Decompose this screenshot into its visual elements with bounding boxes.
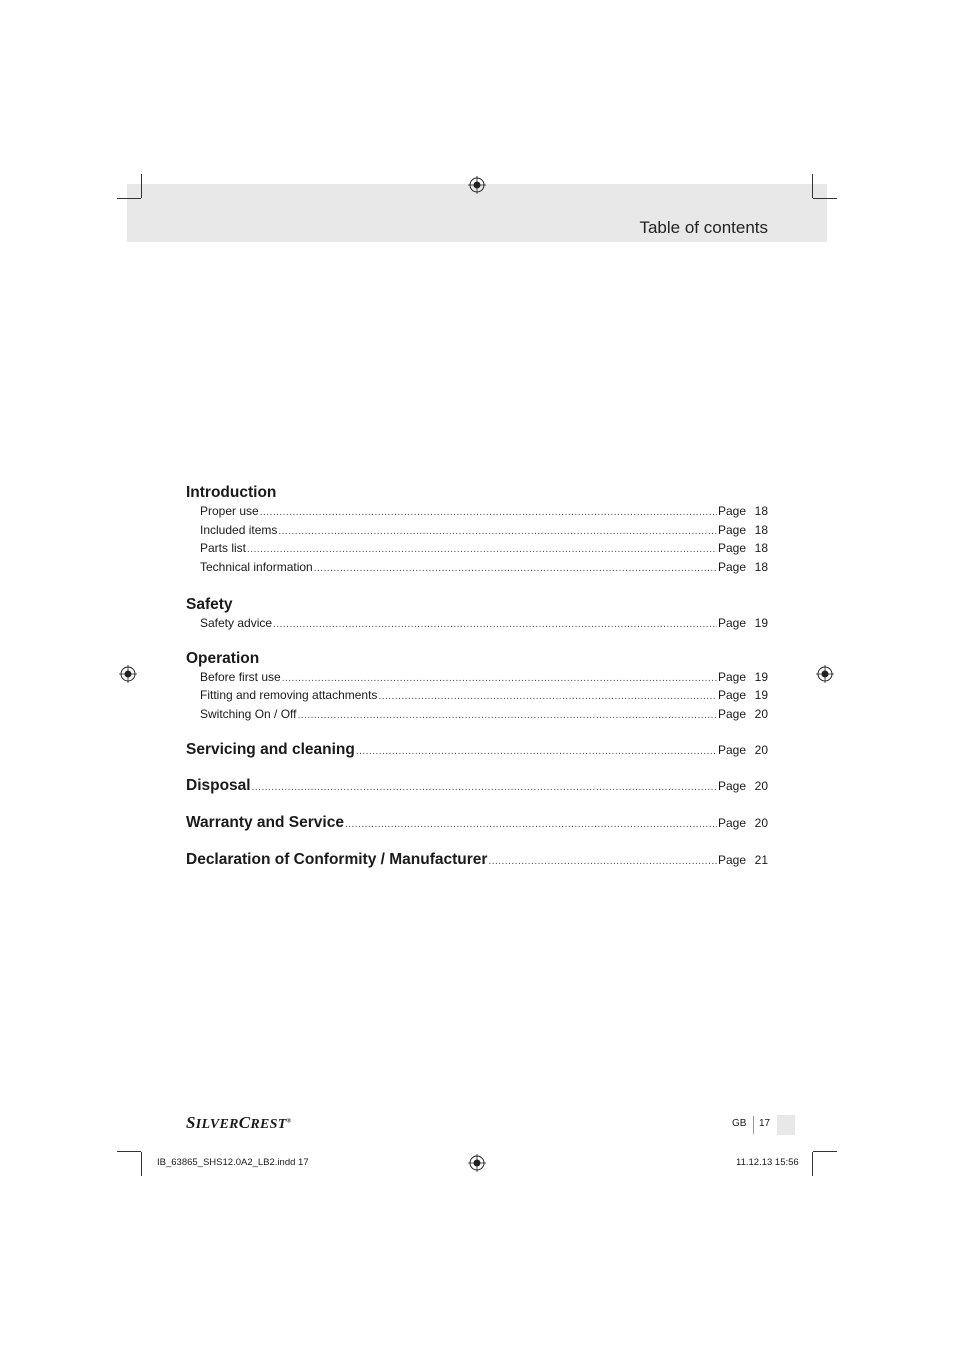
leader-dots: [298, 707, 717, 725]
toc-section-operation: [186, 650, 768, 725]
toc-page-word: Page: [717, 615, 746, 630]
toc-main-entry-warranty[interactable]: [186, 814, 768, 834]
toc-section-introduction: [186, 484, 768, 578]
table-of-contents: [186, 484, 768, 870]
leader-dots: [488, 853, 717, 871]
brand-logo: SILVERCREST®: [186, 1113, 292, 1132]
toc-page-word: Page: [717, 504, 746, 518]
toc-page-number: 18: [754, 560, 768, 575]
footer-language: GB: [732, 1118, 747, 1129]
registration-mark-icon: [468, 176, 486, 194]
toc-entry-label: Technical information: [200, 560, 313, 575]
leader-dots: [378, 688, 717, 706]
toc-main-entry-servicing[interactable]: [186, 741, 768, 761]
toc-entry-label: Proper use: [200, 504, 259, 518]
footer-divider: [753, 1116, 754, 1134]
toc-page-word: Page: [717, 706, 746, 721]
toc-page-number: 18: [754, 504, 768, 518]
toc-entry[interactable]: [186, 540, 768, 559]
crop-mark-top-left-v: [141, 174, 142, 198]
toc-page-number: 18: [754, 522, 768, 537]
leader-dots: [282, 670, 717, 688]
crop-mark-bottom-right-v: [812, 1152, 813, 1176]
toc-page-word: Page: [717, 560, 746, 575]
toc-entry-label: Parts list: [200, 541, 247, 556]
leader-dots: [356, 743, 717, 761]
toc-entry-label: Switching On / Off: [200, 706, 297, 721]
toc-page-word: Page: [717, 541, 746, 556]
toc-entry-label: Declaration of Conformity / Manufacturer: [186, 850, 488, 868]
crop-mark-top-left-h: [117, 198, 141, 199]
toc-main-entry-disposal[interactable]: [186, 777, 768, 797]
toc-section-heading[interactable]: Operation: [186, 649, 260, 667]
toc-page-number: 20: [754, 742, 768, 757]
toc-entry[interactable]: [186, 559, 768, 578]
registration-mark-icon: [816, 665, 834, 683]
toc-page-number: 18: [754, 541, 768, 556]
toc-page-number: 20: [754, 706, 768, 721]
toc-entry[interactable]: [186, 522, 768, 541]
leader-dots: [273, 616, 717, 634]
print-slug-date: 11.12.13 15:56: [736, 1157, 799, 1168]
print-slug-file: IB_63865_SHS12.0A2_LB2.indd 17: [157, 1157, 309, 1168]
toc-entry-label: Included items: [200, 522, 278, 537]
toc-section-heading[interactable]: Safety: [186, 595, 233, 613]
leader-dots: [314, 560, 717, 578]
crop-mark-bottom-left-h: [117, 1151, 141, 1152]
toc-page-word: Page: [717, 669, 746, 684]
toc-entry-label: Warranty and Service: [186, 814, 344, 832]
footer-page-number: 17: [759, 1118, 771, 1129]
toc-page-number: 19: [754, 688, 768, 703]
toc-entry-label: Before first use: [200, 669, 281, 684]
toc-main-entry-declaration[interactable]: [186, 851, 768, 871]
page-title: Table of contents: [639, 218, 768, 237]
toc-section-heading[interactable]: Introduction: [186, 484, 277, 501]
toc-page-number: 21: [754, 852, 768, 867]
toc-section-safety: [186, 596, 768, 634]
toc-page-number: 19: [754, 669, 768, 684]
leader-dots: [247, 541, 717, 559]
leader-dots: [260, 504, 717, 522]
toc-page-word: Page: [717, 742, 746, 757]
registration-mark-icon: [468, 1154, 486, 1172]
footer-tab: [777, 1115, 795, 1135]
toc-entry-label: Fitting and removing attachments: [200, 688, 378, 703]
toc-entry-label: Servicing and cleaning: [186, 740, 355, 758]
toc-entry[interactable]: [186, 503, 768, 522]
leader-dots: [345, 816, 717, 834]
leader-dots: [278, 523, 717, 541]
crop-mark-bottom-right-h: [813, 1151, 837, 1152]
crop-mark-bottom-left-v: [141, 1152, 142, 1176]
toc-entry[interactable]: [186, 687, 768, 706]
toc-page-word: Page: [717, 688, 746, 703]
toc-page-number: 20: [754, 779, 768, 794]
toc-entry[interactable]: [186, 615, 768, 634]
crop-mark-top-right-h: [813, 198, 837, 199]
toc-page-number: 20: [754, 816, 768, 831]
toc-entry-label: Safety advice: [200, 615, 273, 630]
toc-entry[interactable]: [186, 669, 768, 688]
crop-mark-top-right-v: [812, 174, 813, 198]
toc-page-word: Page: [717, 816, 746, 831]
toc-page-word: Page: [717, 779, 746, 794]
toc-entry[interactable]: [186, 706, 768, 725]
toc-entry-label: Disposal: [186, 777, 251, 795]
leader-dots: [252, 779, 717, 797]
toc-page-word: Page: [717, 852, 746, 867]
toc-page-word: Page: [717, 522, 746, 537]
toc-page-number: 19: [754, 615, 768, 630]
registration-mark-icon: [119, 665, 137, 683]
